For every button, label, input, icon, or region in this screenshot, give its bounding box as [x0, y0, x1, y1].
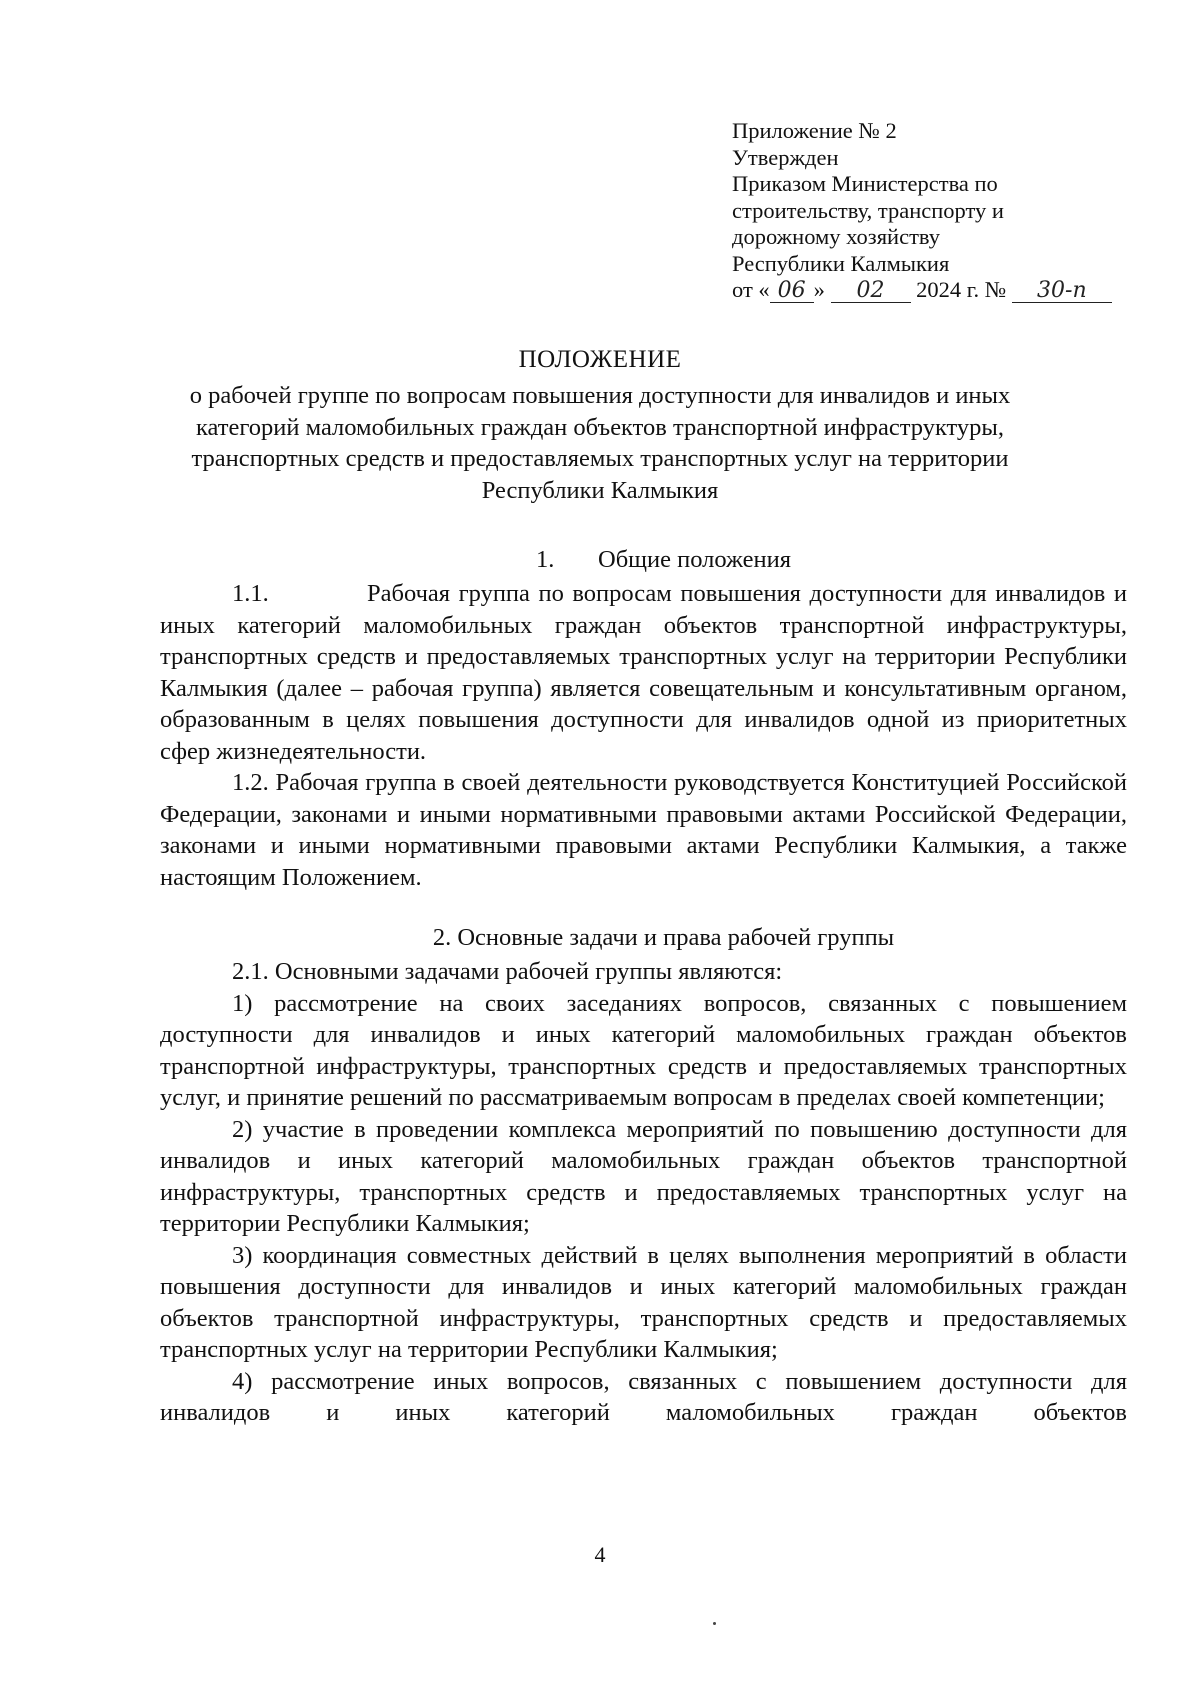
- document-subtitle: о рабочей группе по вопросам повышения доступности для инвалидов и иных категорий маломобильных граждан объектов транспортной инфраструктуры, транспортных средств и предоставляемых транспортных услуг на территории Республики Калмыкия: [189, 382, 1011, 504]
- list-item: 3) координация совместных действий в целях выполнения мероприятий в области повышения доступности для инвалидов и иных категорий маломобильных граждан объектов транспортной инфраструктуры, транспортных средств и предоставляемых транспортных услуг на территории Республики Калмыкия;: [160, 1241, 1127, 1363]
- section-2-heading: 2. Основные задачи и права рабочей группы: [432, 924, 895, 951]
- list-item: 1) рассмотрение на своих заседаниях вопросов, связанных с повышением доступности для инвалидов и иных категорий маломобильных граждан объектов транспортной инфраструктуры, транспортных средств и предоставляемых транспортных услуг, и принятие решений по рассматриваемым вопросам в пределах своей компетенции;: [160, 989, 1127, 1111]
- paragraph-1-2: 1.2. Рабочая группа в своей деятельности руководствуется Конституцией Российской Федерации, законами и иными нормативными правовыми актами Российской Федерации, законами и иными нормативными правовыми актами Республики Калмыкия, а также настоящим Положением.: [160, 769, 1127, 891]
- approval-line: Республики Калмыкия: [732, 250, 950, 276]
- approval-line: Утвержден: [732, 144, 839, 170]
- list-item: 4) рассмотрение иных вопросов, связанных с повышением доступности для инвалидов и иных категорий маломобильных граждан объектов: [160, 1367, 1127, 1426]
- date-month-handwritten: 02: [831, 280, 911, 303]
- date-year: 2024 г. №: [916, 277, 1007, 302]
- section-1-body: [160, 578, 1127, 893]
- approval-line: строительству, транспорту и: [732, 197, 1004, 223]
- approval-line: Приложение № 2: [732, 118, 897, 143]
- scan-speck: [713, 1622, 716, 1625]
- date-day-handwritten: 06: [770, 280, 814, 303]
- paragraph-1-1: [160, 578, 1127, 767]
- list-item: 2) участие в проведении комплекса мероприятий по повышению доступности для инвалидов и иных категорий маломобильных граждан объектов транспортной инфраструктуры, транспортных средств и предоставляемых транспортных услуг на территории Республики Калмыкия;: [160, 1115, 1127, 1237]
- document-title: ПОЛОЖЕНИЕ: [518, 346, 682, 373]
- paragraph-2-1: 2.1. Основными задачами рабочей группы являются:: [232, 958, 783, 985]
- approval-line: дорожному хозяйству: [732, 224, 941, 249]
- section-number: 1.: [536, 546, 555, 573]
- date-prefix: от «: [732, 277, 770, 302]
- approval-date-line: [732, 277, 1132, 304]
- section-title: Общие положения: [598, 546, 792, 573]
- paragraph-number: 1.1.: [232, 580, 269, 607]
- page-number: 4: [594, 1542, 606, 1567]
- approval-block: [732, 118, 1132, 304]
- paragraph-text: Рабочая группа по вопросам повышения доступности для инвалидов и иных категорий маломобильных граждан объектов транспортной инфраструктуры, транспортных средств и предоставляемых транспортных услуг на территории Республики Калмыкия (далее – рабочая группа) является совещательным и консультативным органом, образованным в целях повышения доступности для инвалидов одной из приоритетных сфер жизнедеятельности.: [160, 580, 1127, 765]
- date-sep: »: [813, 277, 825, 302]
- order-number-handwritten: 30-п: [1012, 280, 1112, 303]
- approval-line: Приказом Министерства по: [732, 171, 998, 196]
- section-2-body: [160, 956, 1127, 1429]
